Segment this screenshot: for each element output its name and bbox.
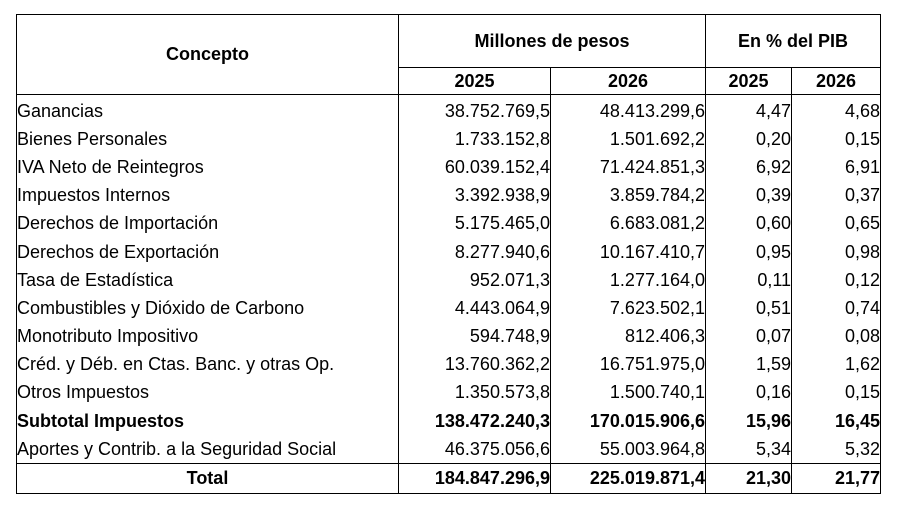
row-m2026: 55.003.964,8 [551, 435, 706, 464]
row-m2025: 13.760.362,2 [399, 351, 551, 379]
year-2026-pib-header: 2026 [792, 68, 881, 95]
row-p2025: 4,47 [706, 95, 792, 126]
row-m2025: 38.752.769,5 [399, 95, 551, 126]
row-m2025: 60.039.152,4 [399, 153, 551, 181]
table-row [17, 95, 881, 126]
row-p2025: 0,20 [706, 125, 792, 153]
year-2025-pib-header: 2025 [706, 68, 792, 95]
row-m2026: 1.277.164,0 [551, 266, 706, 294]
table-row [17, 238, 881, 266]
row-p2026: 6,91 [792, 153, 881, 181]
row-concept: Combustibles y Dióxido de Carbono [17, 294, 399, 322]
row-m2026: 7.623.502,1 [551, 294, 706, 322]
row-m2025: 46.375.056,6 [399, 435, 551, 464]
row-concept: IVA Neto de Reintegros [17, 153, 399, 181]
row-concept: Impuestos Internos [17, 182, 399, 210]
row-concept: Derechos de Importación [17, 210, 399, 238]
total-m2026: 225.019.871,4 [551, 464, 706, 493]
row-m2026: 1.500.740,1 [551, 379, 706, 407]
row-p2025: 0,60 [706, 210, 792, 238]
total-m2025: 184.847.296,9 [399, 464, 551, 493]
table-row [17, 379, 881, 407]
subtotal-row [17, 407, 881, 435]
row-p2026: 0,08 [792, 323, 881, 351]
row-p2026: 16,45 [792, 407, 881, 435]
row-p2025: 0,16 [706, 379, 792, 407]
row-p2026: 0,15 [792, 125, 881, 153]
table-row [17, 125, 881, 153]
row-m2025: 1.733.152,8 [399, 125, 551, 153]
row-m2026: 16.751.975,0 [551, 351, 706, 379]
row-m2026: 170.015.906,6 [551, 407, 706, 435]
row-p2025: 0,11 [706, 266, 792, 294]
row-m2025: 3.392.938,9 [399, 182, 551, 210]
row-p2025: 0,07 [706, 323, 792, 351]
row-concept: Créd. y Déb. en Ctas. Banc. y otras Op. [17, 351, 399, 379]
row-m2026: 10.167.410,7 [551, 238, 706, 266]
row-p2026: 1,62 [792, 351, 881, 379]
total-row [17, 464, 881, 493]
row-p2025: 1,59 [706, 351, 792, 379]
row-m2025: 4.443.064,9 [399, 294, 551, 322]
row-p2026: 5,32 [792, 435, 881, 464]
row-m2026: 6.683.081,2 [551, 210, 706, 238]
row-p2026: 0,98 [792, 238, 881, 266]
table-row [17, 182, 881, 210]
row-m2026: 71.424.851,3 [551, 153, 706, 181]
total-p2025: 21,30 [706, 464, 792, 493]
row-p2025: 15,96 [706, 407, 792, 435]
table-row [17, 294, 881, 322]
row-m2025: 8.277.940,6 [399, 238, 551, 266]
row-m2026: 812.406,3 [551, 323, 706, 351]
year-2026-millones-header: 2026 [551, 68, 706, 95]
row-m2025: 5.175.465,0 [399, 210, 551, 238]
table-row [17, 351, 881, 379]
row-p2026: 4,68 [792, 95, 881, 126]
row-concept: Monotributo Impositivo [17, 323, 399, 351]
row-m2025: 138.472.240,3 [399, 407, 551, 435]
row-concept: Ganancias [17, 95, 399, 126]
row-concept: Bienes Personales [17, 125, 399, 153]
total-p2026: 21,77 [792, 464, 881, 493]
row-p2025: 5,34 [706, 435, 792, 464]
row-concept: Tasa de Estadística [17, 266, 399, 294]
table-row [17, 435, 881, 464]
row-m2025: 594.748,9 [399, 323, 551, 351]
row-concept: Derechos de Exportación [17, 238, 399, 266]
millones-header: Millones de pesos [399, 15, 706, 68]
table-body [17, 95, 881, 494]
concepto-header: Concepto [17, 15, 399, 95]
row-p2026: 0,37 [792, 182, 881, 210]
total-label: Total [17, 464, 399, 493]
year-2025-millones-header: 2025 [399, 68, 551, 95]
row-m2025: 1.350.573,8 [399, 379, 551, 407]
row-concept: Otros Impuestos [17, 379, 399, 407]
row-p2025: 0,51 [706, 294, 792, 322]
table-row [17, 210, 881, 238]
row-p2026: 0,65 [792, 210, 881, 238]
table-row [17, 153, 881, 181]
row-concept: Aportes y Contrib. a la Seguridad Social [17, 435, 399, 464]
row-m2026: 1.501.692,2 [551, 125, 706, 153]
row-p2025: 6,92 [706, 153, 792, 181]
row-m2026: 48.413.299,6 [551, 95, 706, 126]
row-m2026: 3.859.784,2 [551, 182, 706, 210]
row-p2025: 0,39 [706, 182, 792, 210]
table-row [17, 323, 881, 351]
row-m2025: 952.071,3 [399, 266, 551, 294]
table-row [17, 266, 881, 294]
row-p2026: 0,74 [792, 294, 881, 322]
row-p2026: 0,15 [792, 379, 881, 407]
pib-header: En % del PIB [706, 15, 881, 68]
row-concept: Subtotal Impuestos [17, 407, 399, 435]
row-p2025: 0,95 [706, 238, 792, 266]
revenue-table [16, 14, 881, 494]
row-p2026: 0,12 [792, 266, 881, 294]
